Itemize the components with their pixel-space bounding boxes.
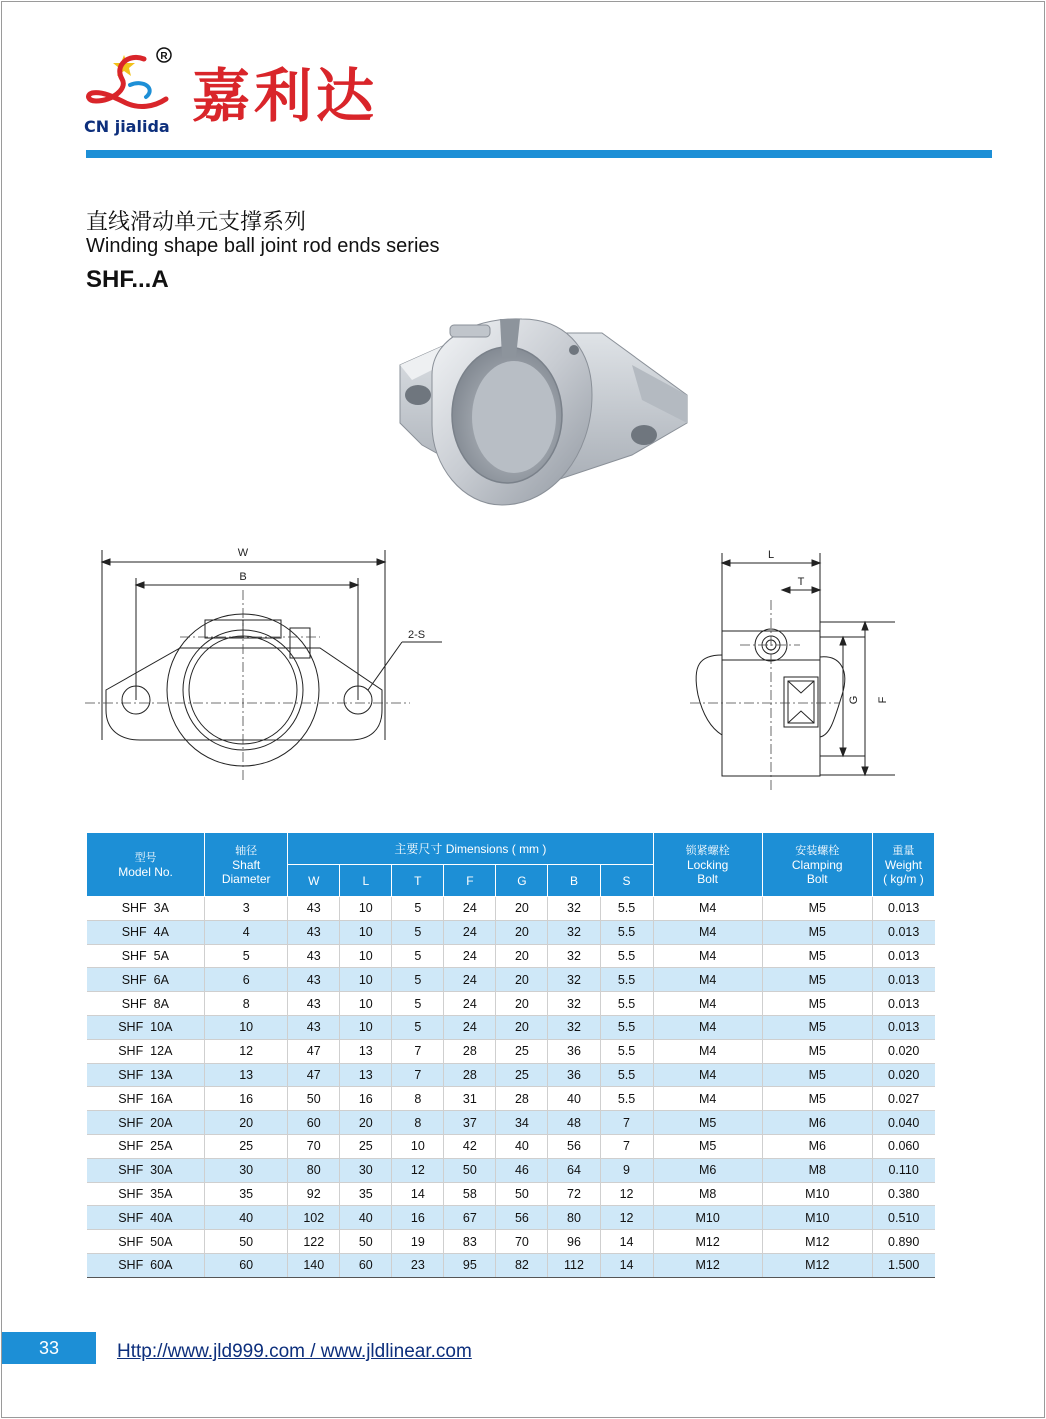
table-cell: M4 xyxy=(653,1039,762,1063)
table-cell: 25 xyxy=(496,1063,548,1087)
table-cell: SHF 4A xyxy=(87,920,205,944)
header-weight xyxy=(872,833,934,897)
table-cell: 56 xyxy=(496,1206,548,1230)
table-cell: 5.5 xyxy=(600,1039,653,1063)
table-cell: 16 xyxy=(205,1087,288,1111)
table-cell: 0.510 xyxy=(872,1206,934,1230)
table-cell: 7 xyxy=(600,1134,653,1158)
table-cell: 31 xyxy=(444,1087,496,1111)
header-locking-en2: Bolt xyxy=(697,871,718,886)
table-cell: 0.013 xyxy=(872,944,934,968)
table-cell: M12 xyxy=(762,1253,872,1277)
table-cell: 3 xyxy=(205,897,288,921)
table-cell: 8 xyxy=(205,992,288,1016)
table-cell: 6 xyxy=(205,968,288,992)
table-cell: SHF 35A xyxy=(87,1182,205,1206)
table-cell: 13 xyxy=(205,1063,288,1087)
table-cell: M4 xyxy=(653,968,762,992)
table-cell: 20 xyxy=(340,1111,392,1135)
header-weight-en2: ( kg/m ) xyxy=(883,871,924,886)
table-cell: 60 xyxy=(205,1253,288,1277)
table-cell: 92 xyxy=(288,1182,340,1206)
table-cell: 16 xyxy=(340,1087,392,1111)
table-cell: 80 xyxy=(288,1158,340,1182)
table-cell: 16 xyxy=(392,1206,444,1230)
table-cell: 42 xyxy=(444,1134,496,1158)
dim-label-t: T xyxy=(797,576,805,588)
table-cell: 25 xyxy=(340,1134,392,1158)
dim-label-f: F xyxy=(877,696,889,704)
header-dim-t: T xyxy=(392,865,444,897)
table-cell: 1.500 xyxy=(872,1253,934,1277)
header-locking-zh: 锁紧螺栓 xyxy=(685,843,730,857)
table-cell: 37 xyxy=(444,1111,496,1135)
table-cell: 0.890 xyxy=(872,1230,934,1254)
table-cell: 43 xyxy=(288,944,340,968)
table-cell: 40 xyxy=(205,1206,288,1230)
table-cell: 20 xyxy=(496,944,548,968)
table-row xyxy=(87,992,935,1016)
header-shaft-en1: Shaft xyxy=(232,857,261,872)
table-cell: 10 xyxy=(340,944,392,968)
table-cell: 19 xyxy=(392,1230,444,1254)
table-cell: 20 xyxy=(496,1015,548,1039)
table-cell: SHF 60A xyxy=(87,1253,205,1277)
table-cell: 46 xyxy=(496,1158,548,1182)
table-cell: 43 xyxy=(288,1015,340,1039)
table-cell: M4 xyxy=(653,944,762,968)
table-cell: 35 xyxy=(205,1182,288,1206)
table-cell: 24 xyxy=(444,920,496,944)
table-cell: 48 xyxy=(548,1111,600,1135)
table-row xyxy=(87,968,935,992)
table-cell: 5.5 xyxy=(600,1063,653,1087)
table-cell: 50 xyxy=(205,1230,288,1254)
header-dimensions: 主要尺寸 Dimensions ( mm ) xyxy=(288,833,653,865)
table-cell: M5 xyxy=(762,1063,872,1087)
table-row xyxy=(87,944,935,968)
table-cell: SHF 12A xyxy=(87,1039,205,1063)
table-row xyxy=(87,1039,935,1063)
dim-label-w: W xyxy=(237,547,249,559)
header-model xyxy=(87,833,205,897)
table-cell: 0.020 xyxy=(872,1063,934,1087)
table-cell: 24 xyxy=(444,968,496,992)
table-cell: M12 xyxy=(762,1230,872,1254)
table-cell: 50 xyxy=(496,1182,548,1206)
table-cell: M12 xyxy=(653,1230,762,1254)
table-cell: 0.013 xyxy=(872,968,934,992)
dim-label-s: 2-S xyxy=(408,629,426,641)
table-cell: 32 xyxy=(548,920,600,944)
table-cell: M12 xyxy=(653,1253,762,1277)
header-shaft-en2: Diameter xyxy=(221,871,271,886)
table-cell: 0.013 xyxy=(872,920,934,944)
table-cell: 5.5 xyxy=(600,1015,653,1039)
table-cell: 140 xyxy=(288,1253,340,1277)
table-cell: 36 xyxy=(548,1039,600,1063)
header-shaft-zh: 轴径 xyxy=(235,843,258,857)
table-cell: 14 xyxy=(392,1182,444,1206)
table-cell: 43 xyxy=(288,992,340,1016)
table-cell: 60 xyxy=(288,1111,340,1135)
header-dim-g: G xyxy=(496,865,548,897)
header-clamping-en1: Clamping xyxy=(791,857,843,872)
table-row xyxy=(87,1134,935,1158)
spec-table xyxy=(86,832,935,1278)
table-cell: 32 xyxy=(548,1015,600,1039)
table-cell: 47 xyxy=(288,1063,340,1087)
table-cell: 112 xyxy=(548,1253,600,1277)
table-cell: 67 xyxy=(444,1206,496,1230)
table-cell: 32 xyxy=(548,968,600,992)
table-cell: 12 xyxy=(600,1206,653,1230)
table-cell: 50 xyxy=(288,1087,340,1111)
table-cell: 25 xyxy=(496,1039,548,1063)
table-cell: M10 xyxy=(762,1182,872,1206)
table-cell: 72 xyxy=(548,1182,600,1206)
header-dim-s: S xyxy=(600,865,653,897)
brand-name-zh: 嘉利达 xyxy=(192,62,379,130)
header-weight-zh: 重量 xyxy=(892,843,915,857)
table-cell: 7 xyxy=(600,1111,653,1135)
table-cell: 0.027 xyxy=(872,1087,934,1111)
table-cell: 0.040 xyxy=(872,1111,934,1135)
table-cell: M5 xyxy=(762,944,872,968)
table-cell: 50 xyxy=(340,1230,392,1254)
table-cell: SHF 8A xyxy=(87,992,205,1016)
table-cell: 0.380 xyxy=(872,1182,934,1206)
header-model-zh: 型号 xyxy=(134,850,157,864)
header-weight-en1: Weight xyxy=(884,857,922,872)
table-cell: 47 xyxy=(288,1039,340,1063)
table-cell: 64 xyxy=(548,1158,600,1182)
table-cell: 34 xyxy=(496,1111,548,1135)
table-cell: 5 xyxy=(392,992,444,1016)
table-cell: 32 xyxy=(548,944,600,968)
dim-label-g: G xyxy=(848,695,860,705)
table-cell: 5.5 xyxy=(600,897,653,921)
table-cell: 23 xyxy=(392,1253,444,1277)
table-cell: 82 xyxy=(496,1253,548,1277)
table-cell: M4 xyxy=(653,1063,762,1087)
model-code: SHF...A xyxy=(86,266,169,293)
table-cell: 5.5 xyxy=(600,992,653,1016)
table-cell: 10 xyxy=(340,897,392,921)
table-cell: 5 xyxy=(392,1015,444,1039)
table-cell: 10 xyxy=(340,1015,392,1039)
table-cell: 0.013 xyxy=(872,897,934,921)
table-cell: M5 xyxy=(653,1134,762,1158)
table-cell: 20 xyxy=(496,897,548,921)
header-dim-w: W xyxy=(288,865,340,897)
table-cell: M4 xyxy=(653,1015,762,1039)
table-cell: M8 xyxy=(762,1158,872,1182)
header-clamping-zh: 安装螺栓 xyxy=(795,843,840,857)
table-cell: 10 xyxy=(340,992,392,1016)
table-cell: 60 xyxy=(340,1253,392,1277)
table-cell: SHF 16A xyxy=(87,1087,205,1111)
table-row xyxy=(87,920,935,944)
table-cell: 24 xyxy=(444,944,496,968)
page-number: 33 xyxy=(2,1332,96,1364)
table-cell: SHF 30A xyxy=(87,1158,205,1182)
table-cell: SHF 5A xyxy=(87,944,205,968)
table-cell: 10 xyxy=(392,1134,444,1158)
table-cell: M5 xyxy=(762,897,872,921)
header-locking-bolt xyxy=(653,833,762,897)
table-cell: 13 xyxy=(340,1039,392,1063)
table-cell: 8 xyxy=(392,1087,444,1111)
table-cell: 40 xyxy=(496,1134,548,1158)
table-cell: 5.5 xyxy=(600,1087,653,1111)
table-cell: 12 xyxy=(600,1182,653,1206)
table-cell: M5 xyxy=(762,1039,872,1063)
table-cell: 5.5 xyxy=(600,920,653,944)
table-cell: M5 xyxy=(762,1015,872,1039)
table-cell: 12 xyxy=(392,1158,444,1182)
table-cell: 5 xyxy=(392,897,444,921)
table-row xyxy=(87,1063,935,1087)
table-cell: 14 xyxy=(600,1253,653,1277)
front-view-drawing xyxy=(80,540,426,800)
table-cell: M4 xyxy=(653,992,762,1016)
table-row xyxy=(87,1182,935,1206)
table-cell: M4 xyxy=(653,897,762,921)
table-cell: 102 xyxy=(288,1206,340,1230)
table-cell: 0.013 xyxy=(872,992,934,1016)
table-cell: 5 xyxy=(392,944,444,968)
table-cell: SHF 25A xyxy=(87,1134,205,1158)
table-cell: 20 xyxy=(205,1111,288,1135)
table-cell: 12 xyxy=(205,1039,288,1063)
table-cell: 70 xyxy=(496,1230,548,1254)
header-locking-en1: Locking xyxy=(686,857,729,872)
table-cell: 0.013 xyxy=(872,1015,934,1039)
table-row xyxy=(87,1015,935,1039)
table-cell: 4 xyxy=(205,920,288,944)
table-cell: 0.110 xyxy=(872,1158,934,1182)
table-cell: M4 xyxy=(653,1087,762,1111)
table-cell: M5 xyxy=(762,992,872,1016)
table-row xyxy=(87,1230,935,1254)
table-cell: 24 xyxy=(444,897,496,921)
table-cell: M5 xyxy=(653,1111,762,1135)
table-cell: 8 xyxy=(392,1111,444,1135)
table-row xyxy=(87,1253,935,1277)
header-bar xyxy=(86,150,992,158)
table-cell: 14 xyxy=(600,1230,653,1254)
header-dim-l: L xyxy=(340,865,392,897)
table-cell: 43 xyxy=(288,897,340,921)
table-row xyxy=(87,1111,935,1135)
table-cell: 0.020 xyxy=(872,1039,934,1063)
table-cell: SHF 50A xyxy=(87,1230,205,1254)
table-cell: M6 xyxy=(653,1158,762,1182)
table-cell: M4 xyxy=(653,920,762,944)
table-cell: 25 xyxy=(205,1134,288,1158)
table-cell: 50 xyxy=(444,1158,496,1182)
table-cell: 20 xyxy=(496,968,548,992)
table-cell: M10 xyxy=(762,1206,872,1230)
table-cell: SHF 20A xyxy=(87,1111,205,1135)
table-cell: 40 xyxy=(340,1206,392,1230)
header-clamping-bolt xyxy=(762,833,872,897)
table-cell: 95 xyxy=(444,1253,496,1277)
table-cell: M10 xyxy=(653,1206,762,1230)
table-cell: 5.5 xyxy=(600,968,653,992)
table-cell: 5 xyxy=(392,920,444,944)
table-cell: 5 xyxy=(205,944,288,968)
header-clamping-en2: Bolt xyxy=(806,871,828,886)
table-cell: 70 xyxy=(288,1134,340,1158)
table-cell: SHF 6A xyxy=(87,968,205,992)
table-cell: 7 xyxy=(392,1063,444,1087)
side-view-drawing xyxy=(680,545,920,805)
table-row xyxy=(87,897,935,921)
table-cell: M6 xyxy=(762,1134,872,1158)
table-row xyxy=(87,1087,935,1111)
logo-mark-icon xyxy=(84,45,184,120)
table-cell: 43 xyxy=(288,968,340,992)
table-row xyxy=(87,1206,935,1230)
header-dim-f: F xyxy=(444,865,496,897)
table-cell: 5 xyxy=(392,968,444,992)
footer-website-link[interactable]: Http://www.jld999.com / www.jldlinear.com xyxy=(117,1341,472,1362)
table-cell: 13 xyxy=(340,1063,392,1087)
table-cell: M6 xyxy=(762,1111,872,1135)
table-cell: 10 xyxy=(205,1015,288,1039)
registered-mark: R xyxy=(160,51,168,62)
header-model-en: Model No. xyxy=(118,864,173,879)
table-cell: 43 xyxy=(288,920,340,944)
table-cell: 56 xyxy=(548,1134,600,1158)
table-cell: 10 xyxy=(340,968,392,992)
table-cell: M5 xyxy=(762,968,872,992)
table-cell: 32 xyxy=(548,897,600,921)
table-cell: 35 xyxy=(340,1182,392,1206)
table-cell: 20 xyxy=(496,992,548,1016)
table-cell: 28 xyxy=(496,1087,548,1111)
table-cell: SHF 10A xyxy=(87,1015,205,1039)
table-cell: SHF 13A xyxy=(87,1063,205,1087)
table-cell: 58 xyxy=(444,1182,496,1206)
table-cell: SHF 3A xyxy=(87,897,205,921)
table-cell: 30 xyxy=(205,1158,288,1182)
series-title-zh: 直线滑动单元支撑系列 xyxy=(86,210,307,235)
table-cell: M5 xyxy=(762,920,872,944)
header-shaft xyxy=(205,833,288,897)
series-title-en: Winding shape ball joint rod ends series xyxy=(86,235,440,257)
product-photo xyxy=(392,305,692,525)
table-cell: 36 xyxy=(548,1063,600,1087)
table-cell: 7 xyxy=(392,1039,444,1063)
table-cell: SHF 40A xyxy=(87,1206,205,1230)
table-row xyxy=(87,1158,935,1182)
table-cell: M8 xyxy=(653,1182,762,1206)
table-cell: 24 xyxy=(444,992,496,1016)
table-cell: 24 xyxy=(444,1015,496,1039)
table-cell: 9 xyxy=(600,1158,653,1182)
table-cell: 5.5 xyxy=(600,944,653,968)
table-cell: 122 xyxy=(288,1230,340,1254)
dim-label-b: B xyxy=(239,571,247,583)
table-cell: 32 xyxy=(548,992,600,1016)
table-cell: 83 xyxy=(444,1230,496,1254)
table-cell: 28 xyxy=(444,1039,496,1063)
table-cell: 30 xyxy=(340,1158,392,1182)
dim-label-l: L xyxy=(767,549,775,561)
table-cell: 40 xyxy=(548,1087,600,1111)
table-cell: 10 xyxy=(340,920,392,944)
table-cell: 96 xyxy=(548,1230,600,1254)
header-dim-b: B xyxy=(548,865,600,897)
brand-logo xyxy=(84,45,384,140)
table-cell: 28 xyxy=(444,1063,496,1087)
table-cell: M5 xyxy=(762,1087,872,1111)
brand-name-en: CN jialida xyxy=(84,117,170,136)
table-cell: 0.060 xyxy=(872,1134,934,1158)
table-cell: 20 xyxy=(496,920,548,944)
table-cell: 80 xyxy=(548,1206,600,1230)
